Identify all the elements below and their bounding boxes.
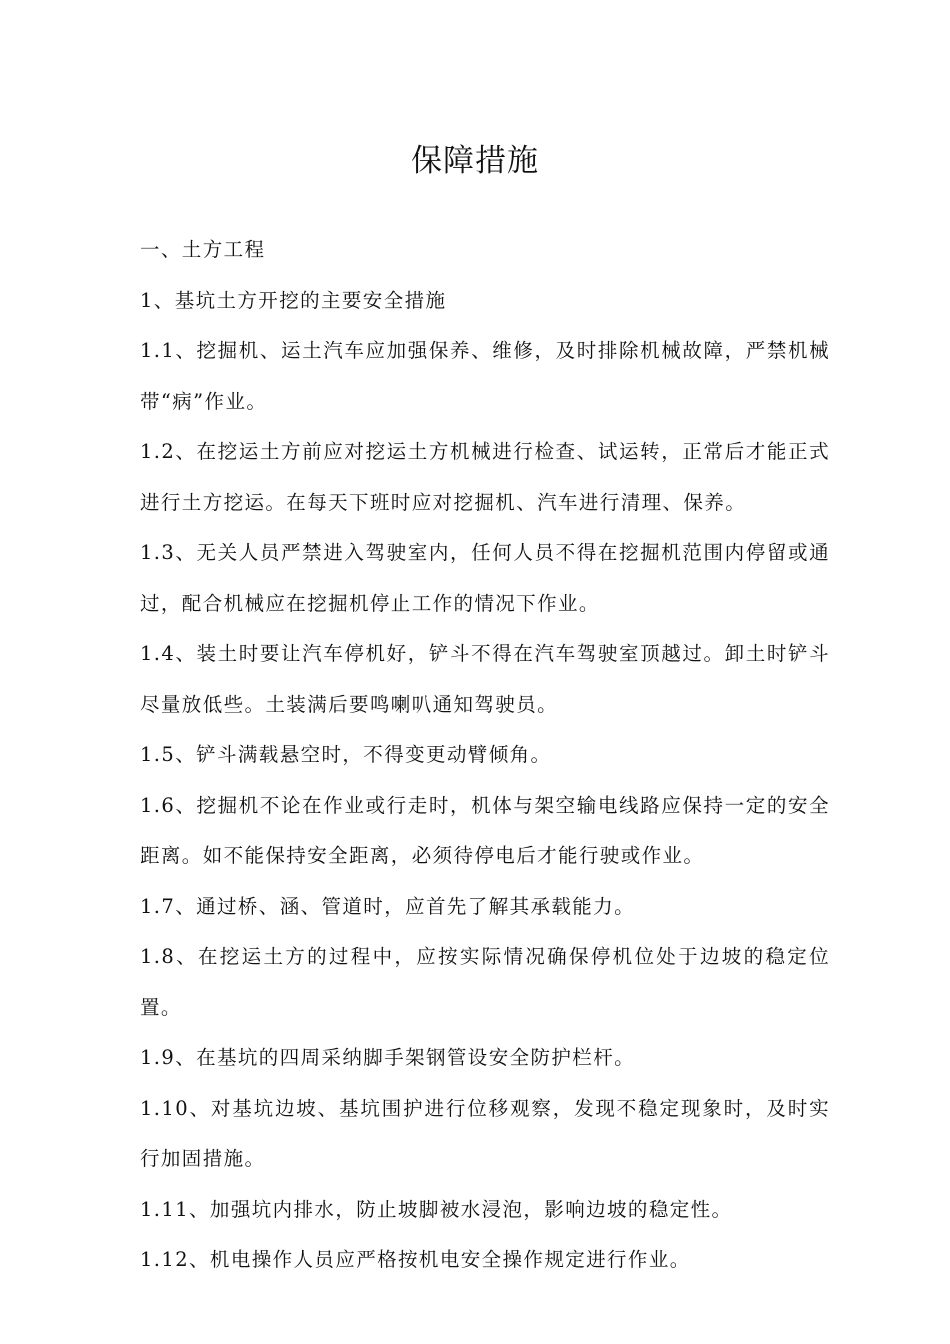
measure-1-5: 1.5、铲斗满载悬空时，不得变更动臂倾角。 — [140, 743, 552, 766]
subsection-heading: 1、基坑土方开挖的主要安全措施 — [140, 288, 447, 312]
measure-1-6: 1.6、挖掘机不论在作业或行走时，机体与架空输电线路应保持一定的安全距离。如不能保持安全距离，必须待停电后才能行驶或作业。 — [140, 793, 830, 867]
measure-1-3: 1.3、无关人员严禁进入驾驶室内，任何人员不得在挖掘机范围内停留或通过，配合机械应在挖掘机停止工作的情况下作业。 — [140, 541, 830, 615]
measure-1-10: 1.10、对基坑边坡、基坑围护进行位移观察，发现不稳定现象时，及时实行加固措施。 — [140, 1096, 830, 1170]
measure-1-8: 1.8、在挖运土方的过程中，应按实际情况确保停机位处于边坡的稳定位置。 — [140, 945, 830, 1019]
section-heading: 一、土方工程 — [140, 238, 266, 261]
measure-1-12: 1.12、机电操作人员应严格按机电安全操作规定进行作业。 — [140, 1248, 691, 1271]
measure-1-1: 1.1、挖掘机、运土汽车应加强保养、维修，及时排除机械故障，严禁机械带“病”作业。 — [140, 339, 830, 413]
document-title: 保障措施 — [411, 143, 539, 179]
measure-1-4: 1.4、装土时要让汽车停机好，铲斗不得在汽车驾驶室顶越过。卸土时铲斗尽量放低些。土装满后要鸣喇叭通知驾驶员。 — [140, 642, 830, 716]
measure-1-2: 1.2、在挖运土方前应对挖运土方机械进行检查、试运转，正常后才能正式进行土方挖运。在每天下班时应对挖掘机、汽车进行清理、保养。 — [140, 440, 830, 514]
measure-1-9: 1.9、在基坑的四周采纳脚手架钢管设安全防护栏杆。 — [140, 1046, 636, 1069]
measure-1-11: 1.11、加强坑内排水，防止坡脚被水浸泡，影响边坡的稳定性。 — [140, 1197, 733, 1221]
measure-1-7: 1.7、通过桥、涵、管道时，应首先了解其承载能力。 — [140, 894, 636, 918]
document-body — [140, 225, 830, 1286]
